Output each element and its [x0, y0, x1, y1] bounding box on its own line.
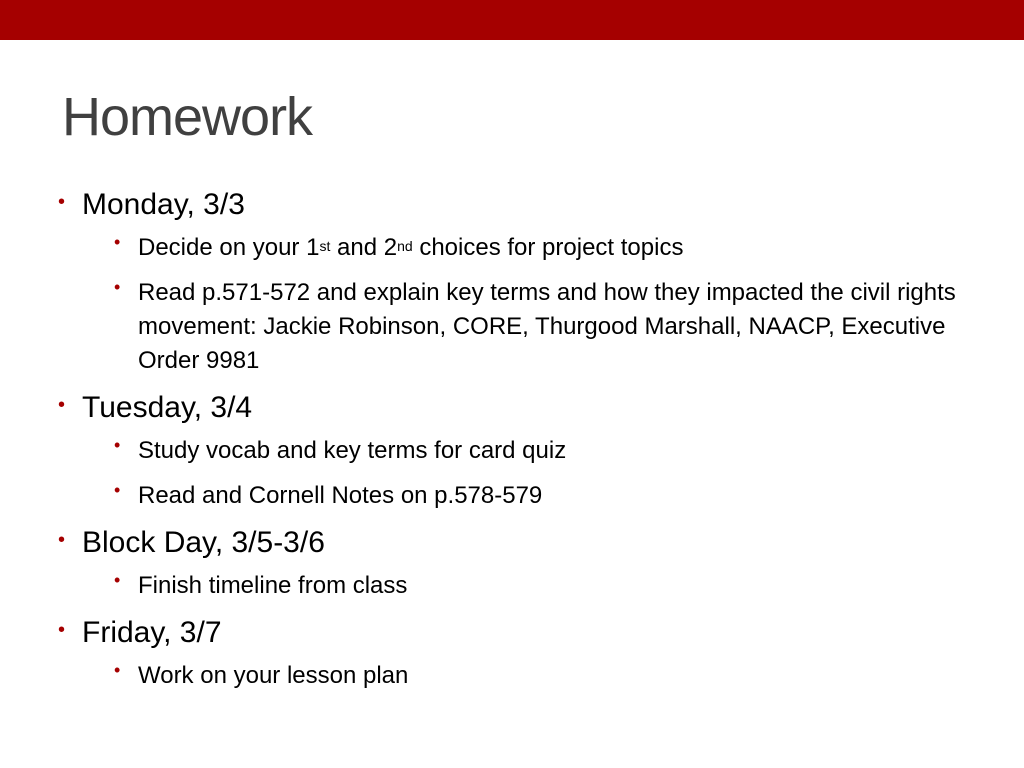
text-fragment: and 2: [330, 234, 398, 261]
sub-list: [82, 569, 978, 603]
section-tuesday: [58, 389, 978, 513]
bullet-icon: •: [114, 570, 121, 590]
bullet-icon: •: [114, 660, 121, 680]
homework-list: [58, 186, 978, 704]
bullet-icon: •: [58, 394, 66, 416]
sub-list: [82, 231, 978, 378]
bullet-icon: •: [114, 435, 121, 455]
list-item-text: Study vocab and key terms for card quiz: [138, 437, 567, 464]
list-item-text: Finish timeline from class: [138, 572, 408, 599]
ordinal-suffix: st: [319, 238, 331, 254]
header-accent-bar: [0, 0, 1024, 40]
bullet-icon: •: [114, 277, 121, 297]
section-heading: Monday, 3/3: [82, 188, 245, 221]
slide-title: Homework: [62, 87, 313, 147]
list-item-text: [138, 231, 988, 265]
section-friday: [58, 614, 978, 693]
bullet-icon: •: [58, 619, 66, 641]
list-item: [114, 659, 978, 693]
list-item-text: Read p.571-572 and explain key terms and how they impacted the civil rights movement: Jackie Robinson, CORE, Thurgood Marshall, NAACP, Executive Order 9981: [138, 279, 956, 374]
ordinal-suffix: nd: [397, 238, 413, 254]
section-heading: Tuesday, 3/4: [82, 391, 253, 424]
list-item: [114, 434, 978, 468]
sub-list: [82, 434, 978, 513]
section-heading: Block Day, 3/5-3/6: [82, 526, 325, 559]
list-item: [114, 479, 978, 513]
section-block-day: [58, 524, 978, 603]
text-fragment: Decide on your 1: [138, 234, 320, 261]
list-item: [114, 569, 978, 603]
text-fragment: choices for project topics: [412, 234, 684, 261]
section-monday: [58, 186, 978, 378]
bullet-icon: •: [114, 232, 121, 252]
bullet-icon: •: [58, 191, 66, 213]
sub-list: [82, 659, 978, 693]
list-item: [114, 276, 978, 378]
section-heading: Friday, 3/7: [82, 616, 222, 649]
list-item-text: Read and Cornell Notes on p.578-579: [138, 482, 543, 509]
bullet-icon: •: [58, 529, 66, 551]
bullet-icon: •: [114, 480, 121, 500]
list-item: [114, 231, 978, 265]
list-item-text: Work on your lesson plan: [138, 662, 409, 689]
